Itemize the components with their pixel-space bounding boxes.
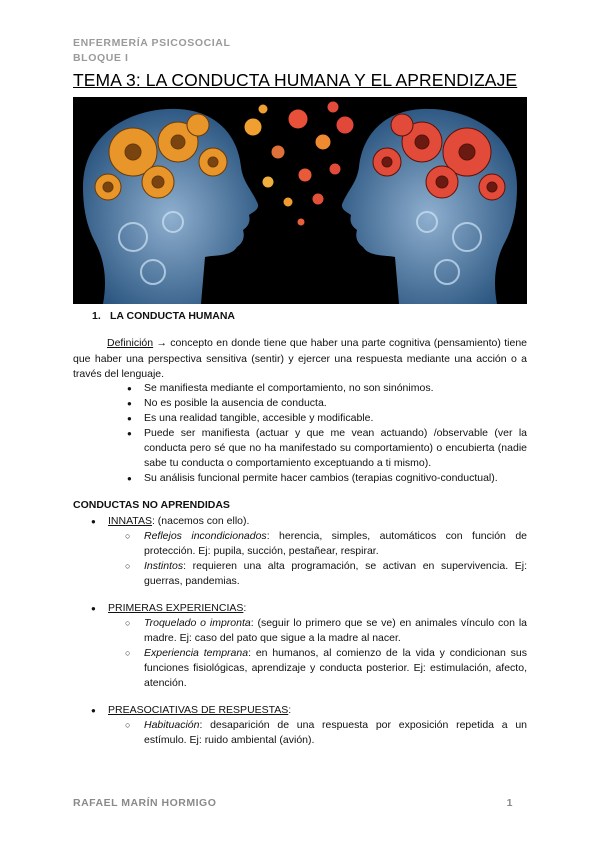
document-header	[73, 36, 231, 66]
section-title: LA CONDUCTA HUMANA	[110, 310, 236, 322]
item-term: Experiencia temprana	[144, 647, 249, 659]
list-item: ● Es una realidad tangible, accesible y modificable.	[127, 411, 527, 426]
document-footer	[73, 797, 527, 809]
footer-author: RAFAEL MARÍN HORMIGO	[73, 797, 217, 809]
item-term: Instintos	[144, 560, 184, 572]
page-number: 1	[506, 797, 513, 809]
list-item: ● Puede ser manifiesta (actuar y que me vean actuando) /observable (ver la conducta pero sé que no ha manifestado su comportamiento) o encubierta (nadie sabe tu conducta o comportamiento exceptuando a ti mismo).	[127, 426, 527, 471]
list-item: ● No es posible la ausencia de conducta.	[127, 396, 527, 411]
sub-list-item: ○ Instintos: requieren una alta programación, se activan en supervivencia. Ej: guerras, pandemias.	[144, 559, 527, 589]
sub-list-item: ○ Habituación: desaparición de una respuesta por exposición repetida a un estímulo. Ej: ruido ambiental (avión).	[144, 718, 527, 748]
item-term: Reflejos incondicionados	[144, 530, 267, 542]
list-item: ● Su análisis funcional permite hacer cambios (terapias cognitivo-conductual).	[127, 471, 527, 486]
conducta-bullet-list	[127, 381, 527, 486]
definition-arrow: →	[153, 337, 171, 349]
sub-list-item: ○ Troquelado o impronta: (seguir lo primero que se ve) en animales vínculo con la madre. Ej: caso del pato que sigue a la madre al nacer.	[144, 616, 527, 646]
page-title: TEMA 3: LA CONDUCTA HUMANA Y EL APRENDIZAJE	[73, 70, 518, 90]
definition-text: concepto en donde tiene que haber una parte cognitiva (pensamiento) tiene que haber una perspectiva sensitiva (sentir) y ejercer una respuesta mediante una acción o a través del lenguaje.	[73, 337, 527, 380]
list-item: ● INNATAS: (nacemos con ello).	[91, 514, 527, 529]
definition-term: Definición	[107, 337, 154, 349]
section-heading-conducta-humana	[92, 310, 235, 322]
item-term: Troquelado o impronta	[144, 617, 251, 629]
group-label: PRIMERAS EXPERIENCIAS	[108, 602, 244, 614]
list-item: ● PRIMERAS EXPERIENCIAS:	[91, 601, 527, 616]
list-item: ● PREASOCIATIVAS DE RESPUESTAS:	[91, 703, 527, 718]
group-label: INNATAS	[108, 515, 152, 527]
section-heading-no-aprendidas: CONDUCTAS NO APRENDIDAS	[73, 499, 230, 511]
sub-list-item: ○ Reflejos incondicionados: herencia, simples, automáticos con función de protección. Ej: pupila, succión, pestañear, respirar.	[144, 529, 527, 559]
sub-list-item: ○ Experiencia temprana: en humanos, al comienzo de la vida y condicionan sus funciones fisiológicas, aprendizaje y conducta posterior. Ej: estimulación, afecto, atención.	[144, 646, 527, 691]
item-term: Habituación	[144, 719, 200, 731]
header-subject: ENFERMERÍA PSICOSOCIAL	[73, 37, 231, 49]
group-label: PREASOCIATIVAS DE RESPUESTAS	[108, 704, 289, 716]
definition-paragraph	[73, 336, 527, 383]
group-innatas	[91, 514, 527, 589]
hero-image-heads-gears	[73, 97, 527, 304]
section-number: 1.	[92, 310, 101, 322]
group-preasociativas	[91, 703, 527, 748]
group-primeras-experiencias	[91, 601, 527, 691]
list-item: ● Se manifiesta mediante el comportamiento, no son sinónimos.	[127, 381, 527, 396]
header-block: BLOQUE I	[73, 52, 129, 64]
